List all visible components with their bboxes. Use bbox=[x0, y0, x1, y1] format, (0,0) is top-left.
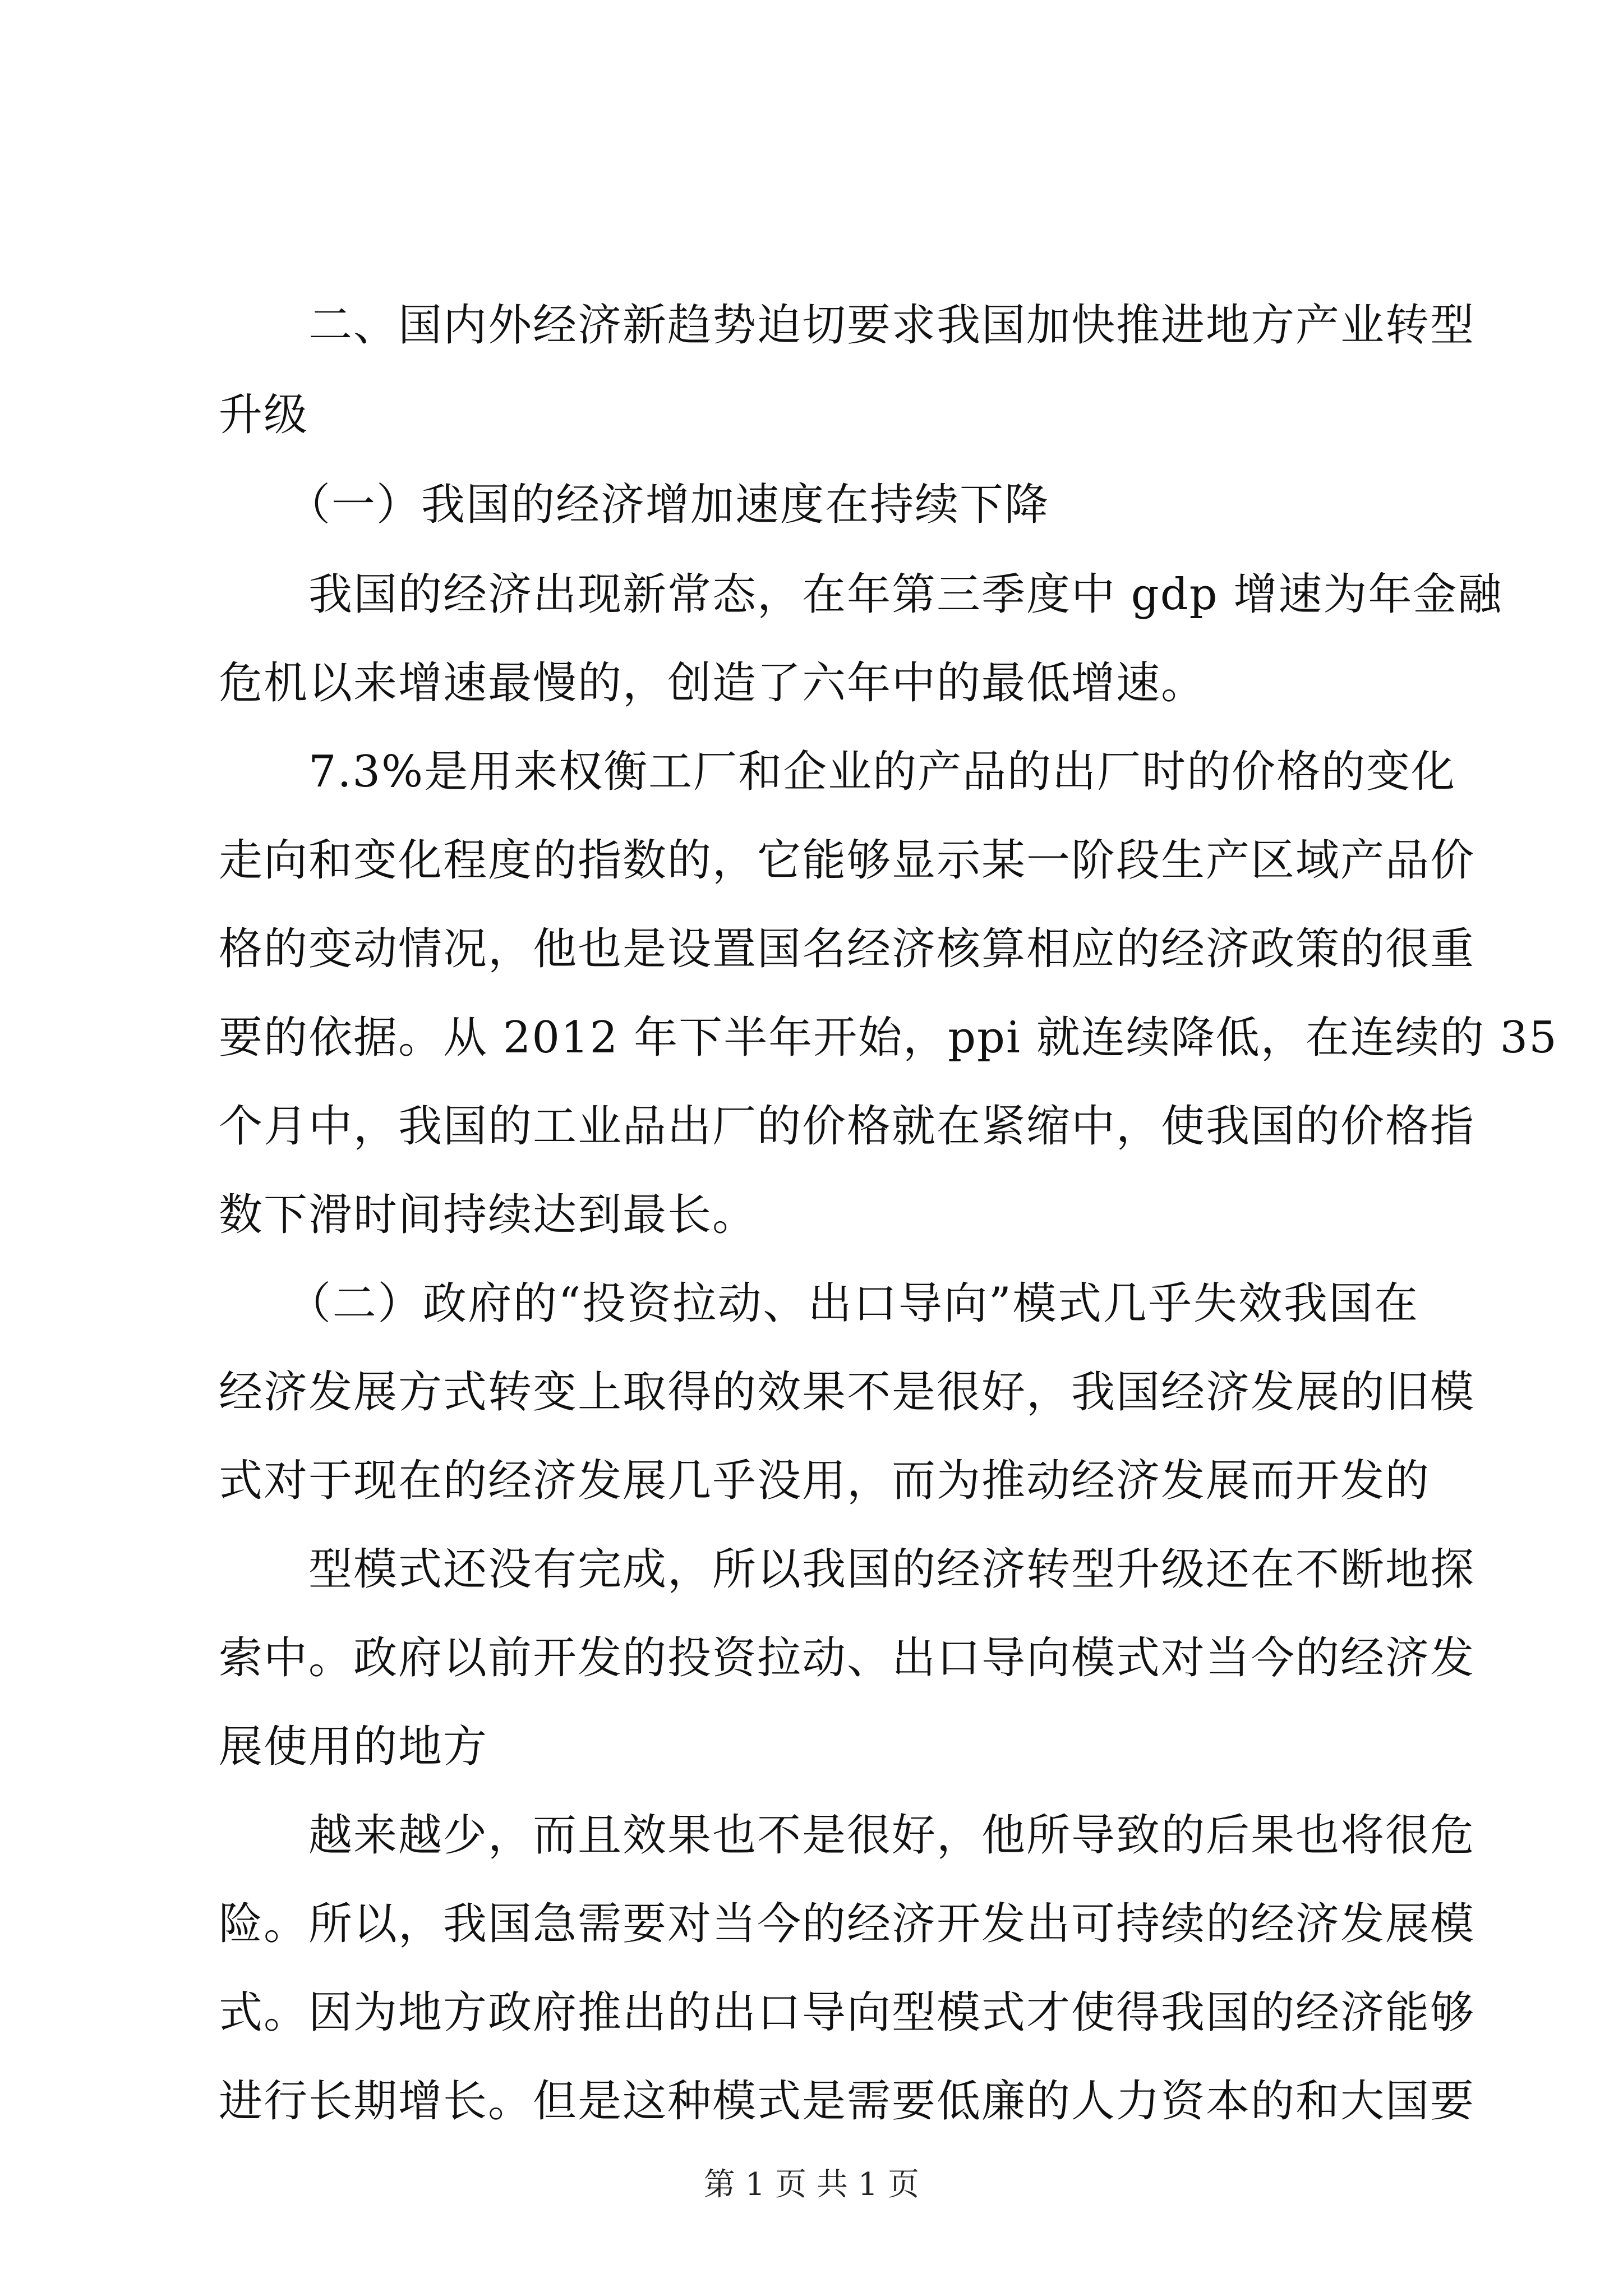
text-line: 进行长期增长。但是这种模式是需要低廉的人力资本的和大国要 bbox=[219, 2076, 1476, 2127]
text-line: 危机以来增速最慢的，创造了六年中的最低增速。 bbox=[219, 658, 1206, 708]
text-line: 越来越少，而且效果也不是很好，他所导致的后果也将很危 bbox=[219, 1810, 1476, 1861]
text-line: 二、国内外经济新趋势迫切要求我国加快推进地方产业转型 bbox=[219, 300, 1476, 351]
text-line: 个月中，我国的工业品出厂的价格就在紧缩中，使我国的价格指 bbox=[219, 1101, 1476, 1152]
text-line: 走向和变化程度的指数的，它能够显示某一阶段生产区域产品价 bbox=[219, 835, 1476, 886]
text-line: 型模式还没有完成，所以我国的经济转型升级还在不断地探 bbox=[219, 1544, 1476, 1595]
text-line: 数下滑时间持续达到最长。 bbox=[219, 1190, 758, 1240]
section-heading: （二）政府的“投资拉动、出口导向”模式几乎失效我国在 bbox=[219, 1278, 1419, 1329]
text-line: 索中。政府以前开发的投资拉动、出口导向模式对当今的经济发 bbox=[219, 1633, 1476, 1683]
page-footer: 第 1 页 共 1 页 bbox=[703, 2166, 920, 2203]
text-line: 式对于现在的经济发展几乎没用，而为推动经济发展而开发的 bbox=[219, 1456, 1431, 1506]
text-line: 展使用的地方 bbox=[219, 1722, 488, 1772]
text-line: 险。所以，我国急需要对当今的经济开发出可持续的经济发展模 bbox=[219, 1899, 1476, 1949]
text-line: 式。因为地方政府推出的出口导向型模式才使得我国的经济能够 bbox=[219, 1987, 1476, 2038]
text-line: 我国的经济出现新常态，在年第三季度中 gdp 增速为年金融 bbox=[219, 569, 1503, 620]
text-line: 7.3%是用来权衡工厂和企业的产品的出厂时的价格的变化 bbox=[219, 747, 1456, 797]
text-line: 经济发展方式转变上取得的效果不是很好，我国经济发展的旧模 bbox=[219, 1367, 1476, 1418]
text-line: 升级 bbox=[219, 390, 309, 440]
section-heading: （一）我国的经济增加速度在持续下降 bbox=[219, 480, 1050, 530]
text-line: 要的依据。从 2012 年下半年开始，ppi 就连续降低，在连续的 35 bbox=[219, 1013, 1558, 1063]
text-line: 格的变动情况，他也是设置国名经济核算相应的经济政策的很重 bbox=[219, 924, 1476, 974]
